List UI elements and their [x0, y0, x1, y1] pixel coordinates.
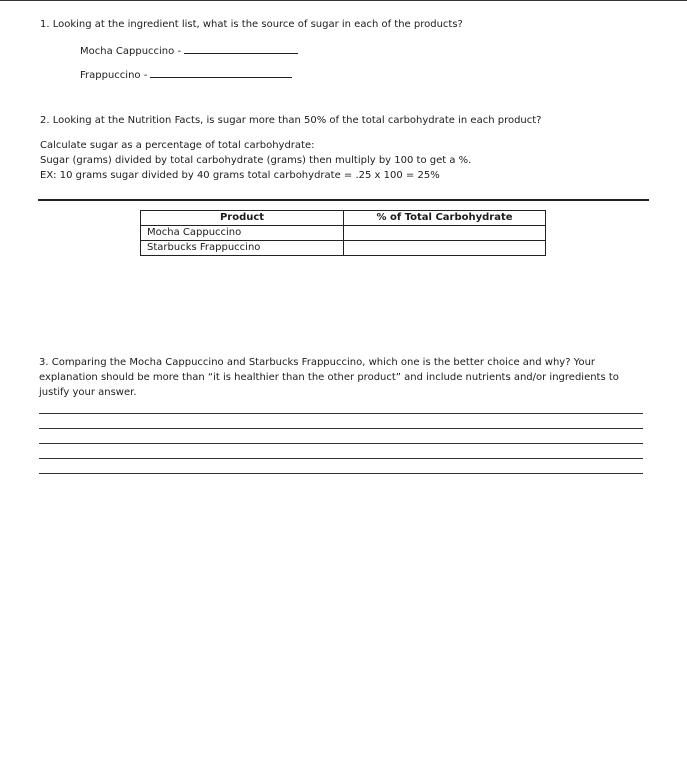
answer-row-frappuccino: [80, 67, 292, 81]
table-row: [141, 241, 546, 256]
instruction-line-3: EX: 10 grams sugar divided by 40 grams total carbohydrate = .25 x 100 = 25%: [40, 170, 440, 181]
answer-blank-frappuccino[interactable]: [150, 67, 292, 78]
answer-line[interactable]: [39, 443, 643, 444]
answer-line[interactable]: [39, 473, 643, 474]
table-header-percent: % of Total Carbohydrate: [344, 211, 546, 226]
question-2: 2. Looking at the Nutrition Facts, is sugar more than 50% of the total carbohydrate in each product?: [40, 115, 542, 126]
answer-line[interactable]: [39, 458, 643, 459]
question-3: 3. Comparing the Mocha Cappuccino and Starbucks Frappuccino, which one is the better choice and why? Your explanation should be more than “it is healthier than the other product” and include nutrients and/or ingredients to justify your answer.: [39, 357, 619, 398]
answer-line[interactable]: [39, 428, 643, 429]
carbohydrate-table: [140, 210, 546, 256]
instruction-line-2: Sugar (grams) divided by total carbohydrate (grams) then multiply by 100 to get a %.: [40, 155, 472, 166]
answer-line[interactable]: [39, 413, 643, 414]
question-1: 1. Looking at the ingredient list, what is the source of sugar in each of the products?: [40, 19, 463, 30]
table-header-row: [141, 211, 546, 226]
table-header-product: Product: [141, 211, 344, 226]
answer-label-frappuccino: Frappuccino -: [80, 70, 148, 81]
answer-label-mocha: Mocha Cappuccino -: [80, 46, 182, 57]
table-row: [141, 226, 546, 241]
answer-row-mocha: [80, 43, 298, 57]
table-cell-product: Mocha Cappuccino: [141, 226, 344, 241]
section-divider: [38, 199, 649, 201]
top-border: [0, 0, 687, 1]
table-cell-percent[interactable]: [344, 226, 546, 241]
table-cell-percent[interactable]: [344, 241, 546, 256]
answer-blank-mocha[interactable]: [184, 43, 298, 54]
table-cell-product: Starbucks Frappuccino: [141, 241, 344, 256]
instruction-line-1: Calculate sugar as a percentage of total carbohydrate:: [40, 140, 315, 151]
